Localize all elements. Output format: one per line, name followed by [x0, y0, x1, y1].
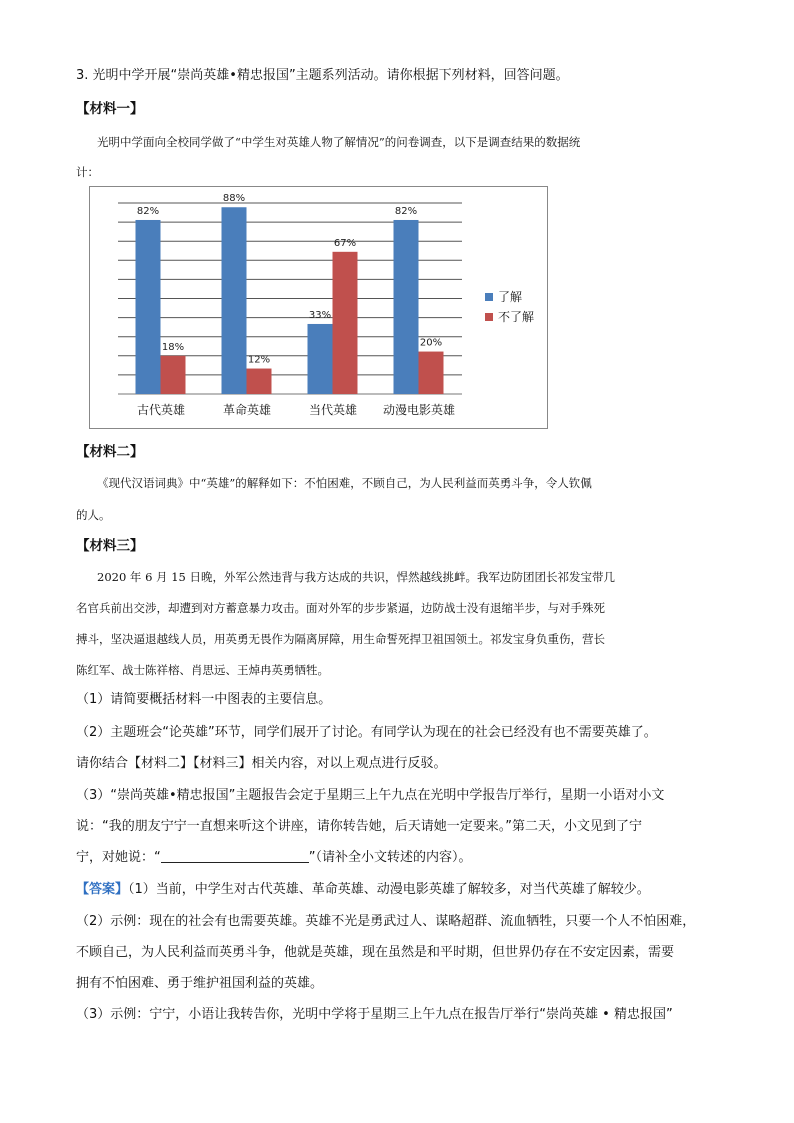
bar-unknown	[161, 356, 186, 394]
answer-2-line3: 拥有不怕困难、勇于维护祖国利益的英雄。	[76, 976, 324, 991]
material2-title: 【材料二】	[76, 444, 144, 460]
data-label: 82%	[394, 205, 418, 217]
data-label: 18%	[161, 341, 185, 353]
bar-known	[222, 207, 247, 394]
bar-chart-svg	[90, 187, 547, 428]
material1-text-line1: 光明中学面向全校同学做了“中学生对英雄人物了解情况”的问卷调查，以下是调查结果的数据统	[97, 135, 581, 149]
material3-text-line2: 名官兵前出交涉，却遭到对方蓄意暴力攻击。面对外军的步步紧逼，边防战士没有退缩半步，与对手殊死	[76, 601, 605, 615]
question-3-line3	[76, 848, 472, 868]
data-label: 33%	[308, 309, 332, 321]
bar-unknown	[333, 252, 358, 394]
material3-text-line4: 陈红军、战士陈祥榕、肖思远、王焯冉英勇牺牲。	[76, 663, 329, 677]
question-1: （1）请简要概括材料一中图表的主要信息。	[76, 692, 332, 707]
legend-label-unknown: 不了解	[498, 310, 535, 324]
question-2-line2: 请你结合【材料二】【材料三】相关内容，对以上观点进行反驳。	[76, 756, 447, 771]
data-label: 82%	[136, 205, 160, 217]
legend-item-known	[485, 288, 522, 305]
question-2-line1: （2）主题班会“论英雄”环节，同学们展开了讨论。有同学认为现在的社会已经没有也不需要英雄了。	[76, 725, 657, 740]
answer-1: （1）当前，中学生对古代英雄、革命英雄、动漫电影英雄了解较多，对当代英雄了解较少。	[128, 882, 650, 897]
question-3-line2: 说：“我的朋友宁宁一直想来听这个讲座，请你转告她，后天请她一定要来。”第二天，小文见到了宁	[76, 819, 642, 834]
category-label: 当代英雄	[308, 403, 358, 417]
bar-known	[136, 220, 161, 394]
bar-unknown	[419, 352, 444, 394]
answer-3-line1: （3）示例：宁宁，小语让我转告你，光明中学将于星期三上午九点在报告厅举行“崇尚英雄 • 精忠报国”	[76, 1007, 673, 1022]
bar-known	[394, 220, 419, 394]
category-label: 动漫电影英雄	[382, 403, 456, 417]
answer-1-line	[76, 880, 650, 900]
material3-text-line3: 搏斗，坚决逼退越线人员，用英勇无畏作为隔离屏障，用生命誓死捍卫祖国领土。祁发宝身负重伤，营长	[76, 632, 605, 646]
data-label: 67%	[333, 237, 357, 249]
category-label: 革命英雄	[222, 403, 272, 417]
material3-text-line1: 2020 年 6 月 15 日晚，外军公然违背与我方达成的共识，悍然越线挑衅。我军边防团团长祁发宝带几	[97, 570, 615, 584]
bar-unknown	[247, 369, 272, 394]
answer-blank	[161, 848, 309, 863]
material2-text-line1: 《现代汉语词典》中“英雄”的解释如下：不怕困难，不顾自己，为人民利益而英勇斗争，令人钦佩	[97, 476, 592, 490]
material2-text-line2: 的人。	[76, 508, 111, 522]
material1-text-line2: 计：	[76, 165, 99, 179]
question-3-line3-start: 宁，对她说：“	[76, 850, 161, 865]
material3-title: 【材料三】	[76, 538, 144, 554]
legend-swatch-known	[485, 293, 493, 301]
question-3-line3-end: ”（请补全小文转述的内容）。	[308, 850, 472, 865]
data-label: 88%	[222, 193, 246, 205]
question-intro: 3. 光明中学开展“崇尚英雄•精忠报国”主题系列活动。请你根据下列材料，回答问题。	[76, 68, 569, 83]
bar-known	[308, 324, 333, 394]
legend-label-known: 了解	[498, 290, 523, 304]
legend-item-unknown	[485, 308, 534, 325]
data-label: 20%	[419, 337, 443, 349]
material1-title: 【材料一】	[76, 101, 144, 117]
answer-2-line1: （2）示例：现在的社会有也需要英雄。英雄不光是勇武过人、谋略超群、流血牺牲，只要一个人不怕困难，	[76, 914, 696, 929]
answer-2-line2: 不顾自己，为人民利益而英勇斗争，他就是英雄，现在虽然是和平时期，但世界仍存在不安定因素，需要	[76, 945, 675, 960]
answer-tag: 【答案】	[76, 882, 129, 897]
bar-chart	[89, 186, 548, 429]
legend-swatch-unknown	[485, 313, 493, 321]
data-label: 12%	[247, 354, 271, 366]
question-3-line1: （3）“崇尚英雄•精忠报国”主题报告会定于星期三上午九点在光明中学报告厅举行，星期一小语对小文	[76, 788, 665, 803]
category-label: 古代英雄	[136, 403, 186, 417]
